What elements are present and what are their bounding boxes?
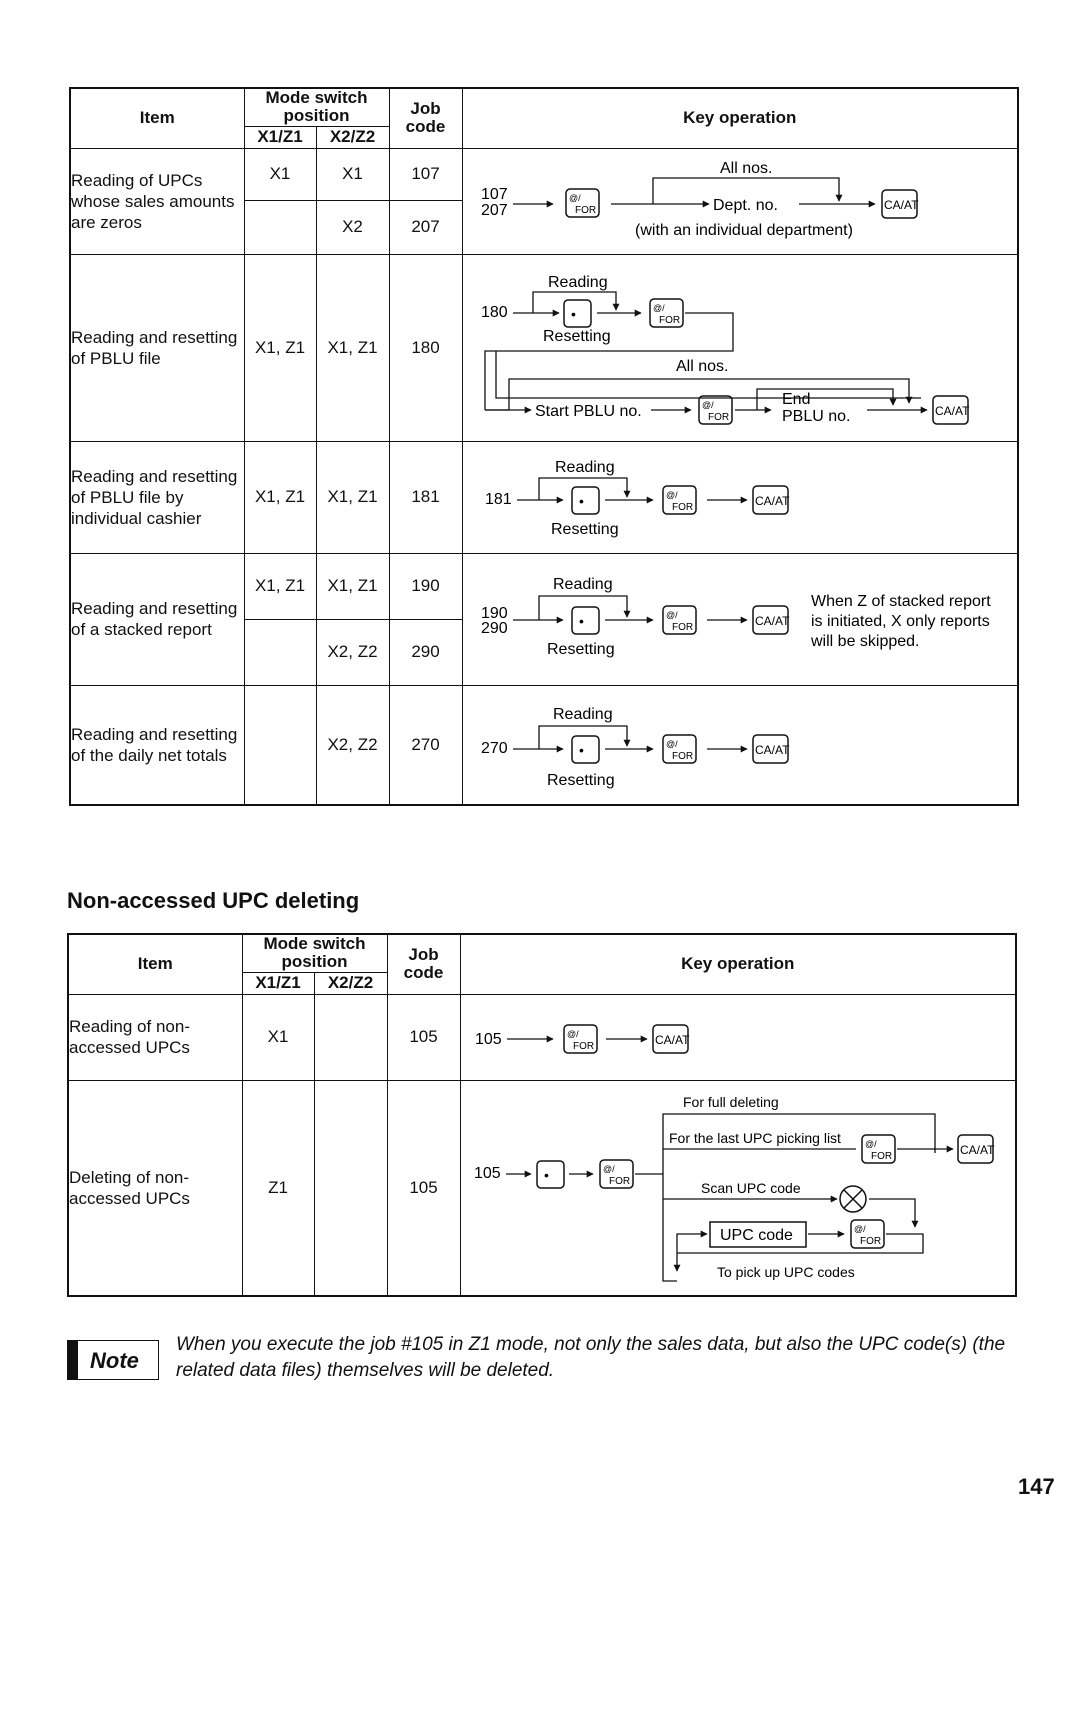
svg-text:CA/AT: CA/AT	[754, 613, 789, 628]
header-mode-switch: Mode switch position	[244, 88, 389, 126]
svg-text:•: •	[570, 305, 576, 322]
svg-text:FOR: FOR	[572, 1040, 594, 1052]
header-item: Item	[68, 934, 242, 994]
ca-at-key	[753, 486, 790, 514]
key-operation-180	[462, 254, 1018, 441]
key-operation-190	[462, 553, 1018, 685]
cell-x2z2	[314, 1080, 387, 1296]
svg-text:@/: @/	[864, 1138, 877, 1149]
job-code-label: 190	[480, 604, 508, 622]
cell-job-code: 190	[389, 553, 462, 619]
cell-x1z1	[244, 619, 316, 685]
svg-text:FOR: FOR	[671, 501, 693, 513]
all-nos-label: All nos.	[719, 159, 772, 177]
key-operation-181	[462, 441, 1018, 553]
cell-job-code: 180	[389, 254, 462, 441]
note-bar	[68, 1341, 78, 1379]
cell-job-code: 105	[387, 994, 460, 1080]
stacked-note-line: is initiated, X only reports	[810, 612, 990, 630]
key-diagram	[463, 554, 1019, 686]
reading-label: Reading	[552, 575, 613, 593]
dot-key	[572, 736, 599, 763]
svg-text:•: •	[578, 492, 584, 509]
svg-text:@/: @/	[566, 1028, 579, 1039]
cell-x2z2: X1, Z1	[316, 441, 389, 553]
for-key	[600, 1160, 633, 1188]
row-item-label: Reading and resetting of PBLU file by individual cashier	[70, 441, 244, 553]
cell-job-code: 181	[389, 441, 462, 553]
svg-text:•: •	[543, 1166, 549, 1183]
dot-key	[564, 300, 591, 327]
svg-text:@/: @/	[701, 399, 714, 410]
individual-department-note: (with an individual department)	[634, 221, 853, 239]
cell-x1z1	[244, 685, 316, 805]
resetting-label: Resetting	[546, 771, 615, 789]
row-item-label: Reading of non-accessed UPCs	[68, 994, 242, 1080]
cell-job-code: 105	[387, 1080, 460, 1296]
job-table	[69, 87, 1019, 806]
page-number: 147	[1018, 1474, 1055, 1499]
cell-x2z2: X2	[316, 200, 389, 254]
all-nos-label: All nos.	[675, 357, 728, 375]
svg-text:FOR: FOR	[671, 750, 693, 762]
row-item-label: Reading of UPCs whose sales amounts are zeros	[70, 148, 244, 254]
key-diagram	[461, 995, 1017, 1081]
dept-no-label: Dept. no.	[712, 196, 778, 214]
section-title: Non-accessed UPC deleting	[67, 888, 360, 913]
header-x1z1: X1/Z1	[244, 126, 316, 148]
job-code-label: 107	[480, 185, 508, 203]
svg-text:CA/AT: CA/AT	[754, 742, 789, 757]
scanner-icon	[840, 1186, 866, 1212]
header-mode-switch: Mode switch position	[242, 934, 387, 972]
ca-at-key	[753, 606, 790, 634]
resetting-label: Resetting	[546, 640, 615, 658]
header-job-code: Job code	[389, 88, 462, 148]
svg-text:@/: @/	[665, 609, 678, 620]
key-operation-270	[462, 685, 1018, 805]
reading-label: Reading	[554, 458, 615, 476]
dot-key	[537, 1161, 564, 1188]
svg-text:FOR: FOR	[870, 1150, 892, 1162]
cell-x2z2: X1, Z1	[316, 254, 389, 441]
for-key	[564, 1025, 597, 1053]
cell-x2z2: X2, Z2	[316, 685, 389, 805]
cell-x1z1: X1, Z1	[244, 553, 316, 619]
ca-at-key	[958, 1135, 995, 1163]
header-x1z1: X1/Z1	[242, 972, 314, 994]
key-operation-105-read	[460, 994, 1016, 1080]
reading-label: Reading	[547, 273, 608, 291]
full-deleting-label: For full deleting	[682, 1093, 779, 1110]
svg-text:FOR: FOR	[608, 1175, 630, 1187]
job-code-label: 180	[480, 303, 508, 321]
cell-x1z1: X1, Z1	[244, 254, 316, 441]
resetting-label: Resetting	[542, 327, 611, 345]
cell-x2z2	[314, 994, 387, 1080]
for-key	[851, 1220, 884, 1248]
pick-up-label: To pick up UPC codes	[716, 1263, 855, 1280]
for-key	[650, 299, 683, 327]
key-diagram	[463, 686, 1019, 806]
svg-text:@/: @/	[652, 302, 665, 313]
header-x2z2: X2/Z2	[314, 972, 387, 994]
svg-text:@/: @/	[665, 738, 678, 749]
header-key-operation: Key operation	[460, 934, 1016, 994]
key-operation-107	[462, 148, 1018, 254]
for-key	[663, 735, 696, 763]
svg-text:FOR: FOR	[859, 1235, 881, 1247]
cell-job-code: 207	[389, 200, 462, 254]
stacked-note-line: When Z of stacked report	[810, 592, 991, 610]
reading-label: Reading	[552, 705, 613, 723]
ca-at-key	[933, 396, 970, 424]
svg-text:@/: @/	[568, 192, 581, 203]
job-code-label: 290	[480, 619, 508, 637]
row-item-label: Reading and resetting of a stacked report	[70, 553, 244, 685]
note-text: When you execute the job #105 in Z1 mode, not only the sales data, but also the UPC code(s) (the related data files) themselves will be deleted.	[176, 1334, 1006, 1381]
cell-x1z1	[244, 200, 316, 254]
svg-text:FOR: FOR	[707, 411, 729, 423]
row-item-label: Deleting of non-accessed UPCs	[68, 1080, 242, 1296]
svg-text:CA/AT: CA/AT	[883, 197, 918, 212]
ca-at-key	[653, 1025, 690, 1053]
for-key	[663, 486, 696, 514]
dot-key	[572, 487, 599, 514]
cell-x2z2: X2, Z2	[316, 619, 389, 685]
for-key	[663, 606, 696, 634]
row-item-label: Reading and resetting of PBLU file	[70, 254, 244, 441]
svg-text:•: •	[578, 741, 584, 758]
row-item-label: Reading and resetting of the daily net totals	[70, 685, 244, 805]
upc-deleting-table	[67, 933, 1017, 1297]
ca-at-key	[753, 735, 790, 763]
svg-text:CA/AT: CA/AT	[934, 403, 969, 418]
cell-x1z1: Z1	[242, 1080, 314, 1296]
resetting-label: Resetting	[550, 520, 619, 538]
cell-x1z1: X1	[244, 148, 316, 200]
key-diagram	[461, 1081, 1017, 1297]
svg-text:•: •	[578, 612, 584, 629]
cell-x2z2: X1, Z1	[316, 553, 389, 619]
header-job-code: Job code	[387, 934, 460, 994]
cell-x1z1: X1	[242, 994, 314, 1080]
note-badge	[67, 1340, 159, 1380]
svg-text:CA/AT: CA/AT	[959, 1142, 994, 1157]
job-code-label: 270	[480, 739, 508, 757]
svg-text:CA/AT: CA/AT	[654, 1032, 689, 1047]
svg-text:FOR: FOR	[658, 314, 680, 326]
note-label: Note	[90, 1348, 139, 1373]
svg-text:@/: @/	[853, 1223, 866, 1234]
svg-text:CA/AT: CA/AT	[754, 493, 789, 508]
start-pblu-label: Start PBLU no.	[534, 402, 642, 420]
key-diagram	[463, 442, 1019, 554]
for-key	[566, 189, 599, 217]
ca-at-key	[882, 190, 919, 218]
cell-job-code: 107	[389, 148, 462, 200]
key-operation-105-delete	[460, 1080, 1016, 1296]
job-code-label: 105	[474, 1030, 502, 1048]
for-key	[862, 1135, 895, 1163]
svg-text:@/: @/	[602, 1163, 615, 1174]
stacked-note-line: will be skipped.	[810, 632, 919, 650]
last-picking-list-label: For the last UPC picking list	[668, 1129, 841, 1146]
upc-code-label: UPC code	[719, 1226, 793, 1244]
cell-x1z1: X1, Z1	[244, 441, 316, 553]
end-label: End	[781, 390, 810, 408]
header-key-operation: Key operation	[462, 88, 1018, 148]
end-pblu-label: PBLU no.	[781, 407, 850, 425]
dot-key	[572, 607, 599, 634]
header-x2z2: X2/Z2	[316, 126, 389, 148]
cell-x2z2: X1	[316, 148, 389, 200]
key-diagram	[463, 149, 1019, 255]
svg-text:@/: @/	[665, 489, 678, 500]
cell-job-code: 270	[389, 685, 462, 805]
key-diagram	[463, 255, 1019, 442]
job-code-label: 105	[473, 1164, 501, 1182]
for-key	[699, 396, 732, 424]
cell-job-code: 290	[389, 619, 462, 685]
job-code-label: 181	[484, 490, 512, 508]
svg-text:FOR: FOR	[574, 204, 596, 216]
header-item: Item	[70, 88, 244, 148]
job-code-label: 207	[480, 201, 508, 219]
svg-text:FOR: FOR	[671, 621, 693, 633]
scan-upc-label: Scan UPC code	[700, 1179, 801, 1196]
